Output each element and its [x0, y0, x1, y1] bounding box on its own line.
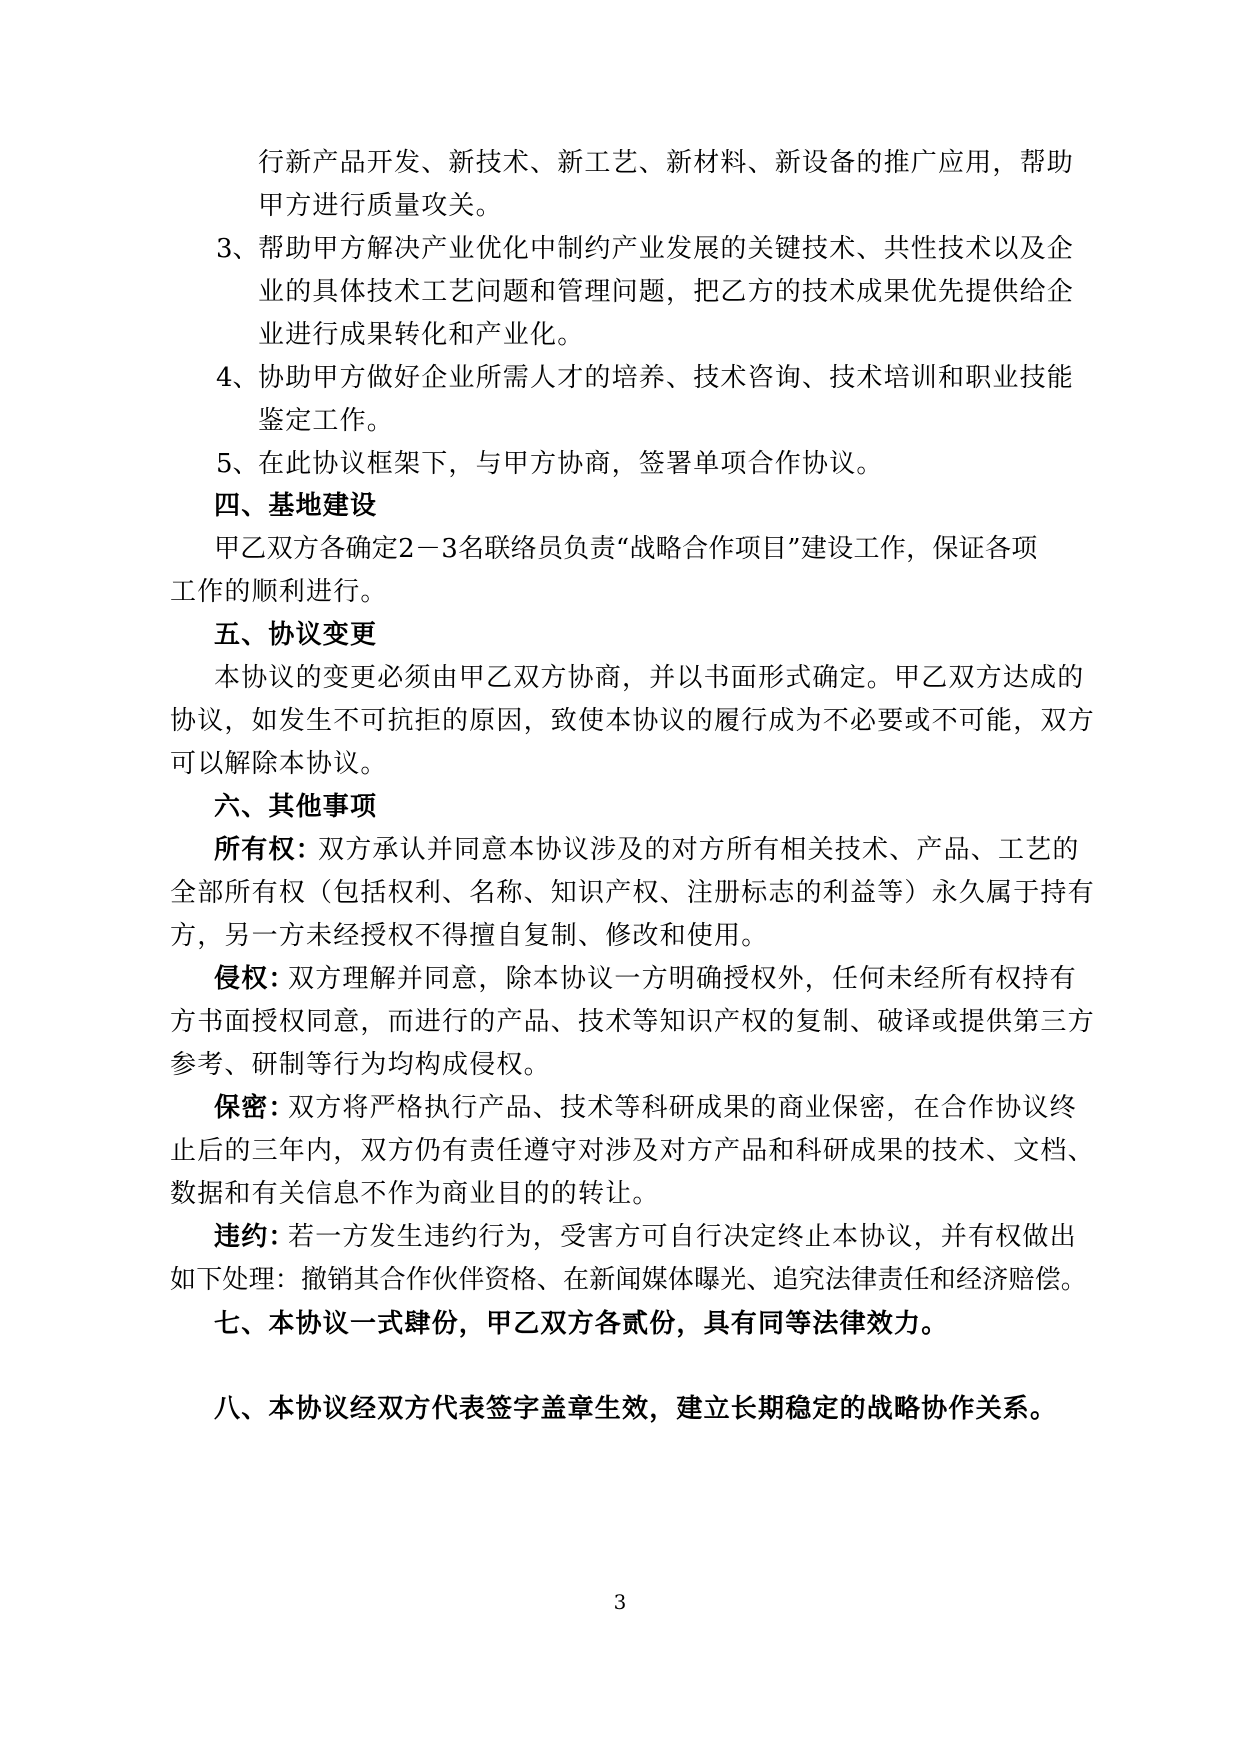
line-text: 行新产品开发、新技术、新工艺、新材料、新设备的推广应用，帮助	[258, 148, 1075, 178]
clause-term: 保密：	[214, 1093, 296, 1123]
section-heading-text: 四、基地建设	[214, 491, 378, 521]
section-heading-text: 七、本协议一式肆份，甲乙双方各贰份，具有同等法律效力。	[214, 1309, 949, 1339]
line-text: 双方理解并同意，除本协议一方明确授权外，任何未经所有权持有	[288, 964, 1077, 994]
list-number: 5、	[216, 449, 259, 479]
line-text: 业的具体技术工艺问题和管理问题，把乙方的技术成果优先提供给企	[258, 277, 1075, 307]
list-number: 4、	[216, 363, 259, 393]
line-text: 工作的顺利进行。	[170, 577, 388, 607]
page-number: 3	[613, 1590, 627, 1614]
line-text: 如下处理：撤销其合作伙伴资格、在新闻媒体曝光、追究法律责任和经济赔偿。	[170, 1265, 1088, 1295]
line-text: 方书面授权同意，而进行的产品、技术等知识产权的复制、破译或提供第三方	[170, 1007, 1095, 1037]
clause-term: 违约：	[214, 1222, 296, 1252]
line-text: 业进行成果转化和产业化。	[258, 320, 585, 350]
clause-term: 侵权：	[214, 964, 296, 994]
clause-term: 所有权：	[214, 835, 323, 865]
line-text: 甲方进行质量攻关。	[258, 191, 503, 221]
line-text: 双方将严格执行产品、技术等科研成果的商业保密，在合作协议终	[288, 1093, 1077, 1123]
line-text: 可以解除本协议。	[170, 749, 388, 779]
list-number: 3、	[216, 234, 259, 264]
section-heading-text: 六、其他事项	[214, 792, 378, 822]
section-heading-text: 八、本协议经双方代表签字盖章生效，建立长期稳定的战略协作关系。	[214, 1394, 1058, 1424]
line-text: 止后的三年内，双方仍有责任遵守对涉及对方产品和科研成果的技术、文档、	[170, 1136, 1095, 1166]
line-text: 在此协议框架下，与甲方协商，签署单项合作协议。	[258, 449, 884, 479]
section-heading-text: 五、协议变更	[214, 620, 378, 650]
line-text: 方，另一方未经授权不得擅自复制、修改和使用。	[170, 921, 769, 951]
line-text: 协议，如发生不可抗拒的原因，致使本协议的履行成为不必要或不可能，双方	[170, 706, 1095, 736]
line-text: 甲乙双方各确定2－3名联络员负责“战略合作项目”建设工作，保证各项	[214, 534, 1038, 564]
line-text: 双方承认并同意本协议涉及的对方所有相关技术、产品、工艺的	[318, 835, 1080, 865]
line-text: 全部所有权（包括权利、名称、知识产权、注册标志的利益等）永久属于持有	[170, 878, 1095, 908]
line-text: 鉴定工作。	[258, 406, 395, 436]
line-text: 协助甲方做好企业所需人才的培养、技术咨询、技术培训和职业技能	[258, 363, 1075, 393]
line-text: 参考、研制等行为均构成侵权。	[170, 1050, 551, 1080]
line-text: 数据和有关信息不作为商业目的的转让。	[170, 1179, 660, 1209]
line-text: 若一方发生违约行为，受害方可自行决定终止本协议，并有权做出	[288, 1222, 1077, 1252]
line-text: 本协议的变更必须由甲乙双方协商，并以书面形式确定。甲乙双方达成的	[214, 663, 1085, 693]
line-text: 帮助甲方解决产业优化中制约产业发展的关键技术、共性技术以及企	[258, 234, 1075, 264]
